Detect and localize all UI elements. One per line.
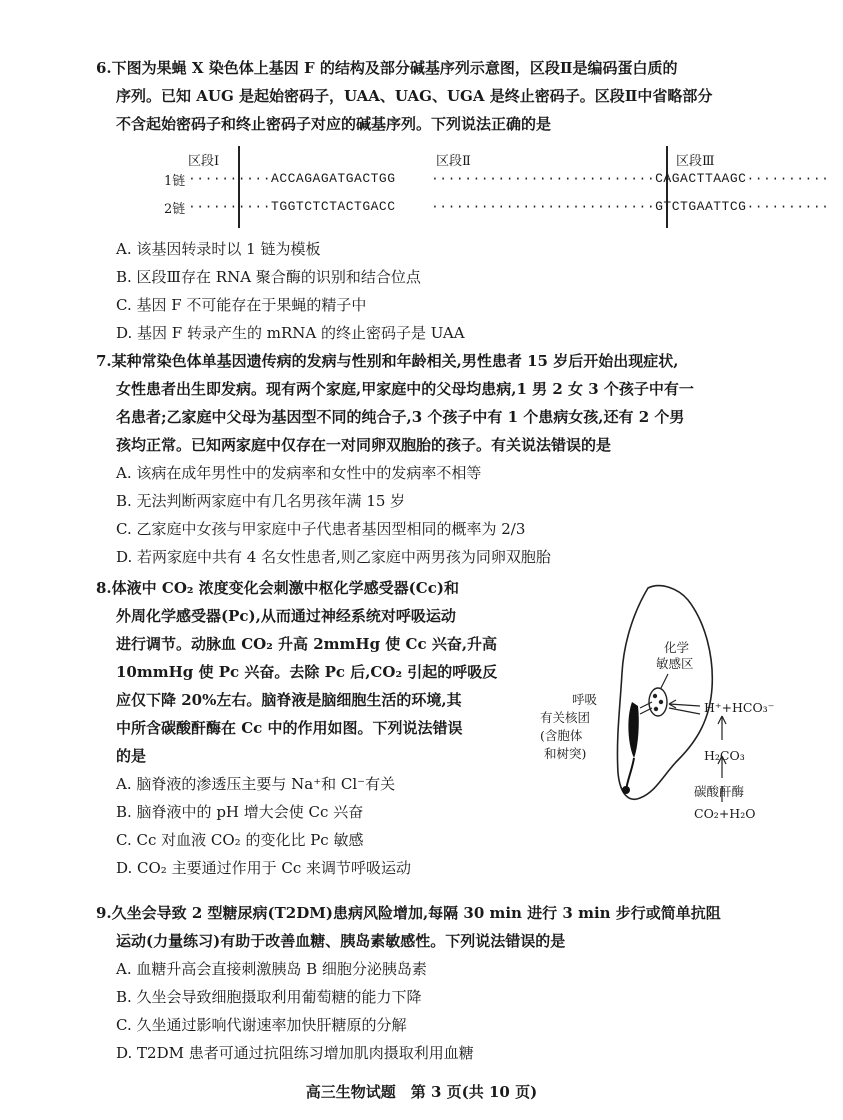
q8-option-c: C. Cc 对血液 CO₂ 的变化比 Pc 敏感 — [116, 831, 364, 849]
segment-divider-1 — [238, 146, 240, 228]
q6-option-d: D. 基因 F 转录产生的 mRNA 的终止密码子是 UAA — [116, 324, 465, 342]
q7-stem-line-3: 名患者;乙家庭中父母为基因型不同的纯合子,3 个孩子中有 1 个患病女孩,还有 2 个男 — [116, 408, 685, 426]
q7-option-a: A. 该病在成年男性中的发病率和女性中的发病率不相等 — [116, 464, 482, 482]
h2co3-label: H₂CO₃ — [704, 748, 745, 763]
q9-stem-line-2: 运动(力量练习)有助于改善血糖、胰岛素敏感性。下列说法错误的是 — [116, 932, 566, 950]
resp-label-3: (含胞体 — [540, 728, 583, 743]
q8-stem-line-6: 中所含碳酸酐酶在 Cc 中的作用如图。下列说法错误 — [116, 719, 463, 737]
q8-stem-line-2: 外周化学感受器(Pc),从而通过神经系统对呼吸运动 — [116, 607, 456, 625]
q7-stem-line-2: 女性患者出生即发病。现有两个家庭,甲家庭中的父母均患病,1 男 2 女 3 个孩子中有一 — [116, 380, 694, 398]
q6-stem-line-3: 不含起始密码子和终止密码子对应的碱基序列。下列说法正确的是 — [116, 115, 552, 133]
q8-stem-line-4: 10mmHg 使 Pc 兴奋。去除 Pc 后,CO₂ 引起的呼吸反 — [116, 663, 498, 681]
page-footer: 高三生物试题 第 3 页(共 10 页) — [305, 1083, 538, 1101]
q7-option-c: C. 乙家庭中女孩与甲家庭中子代患者基因型相同的概率为 2/3 — [116, 520, 526, 538]
q6-stem-line-2: 序列。已知 AUG 是起始密码子，UAA、UAG、UGA 是终止密码子。区段Ⅱ中省略部分 — [116, 87, 713, 105]
respiratory-nucleus — [628, 702, 638, 758]
q9-stem-line-1: 9.久坐会导致 2 型糖尿病(T2DM)患病风险增加,每隔 30 min 进行 3 min 步行或简单抗阻 — [96, 904, 721, 922]
q6-option-b: B. 区段Ⅲ存在 RNA 聚合酶的识别和结合位点 — [116, 268, 421, 286]
chain-1-label: 1链 — [164, 174, 186, 189]
q7-stem-line-1: 7.某种常染色体单基因遗传病的发病与性别和年龄相关,男性患者 15 岁后开始出现症状, — [96, 352, 679, 370]
q6-option-a: A. 该基因转录时以 1 链为模板 — [116, 240, 321, 258]
q8-option-a: A. 脑脊液的渗透压主要与 Na⁺和 Cl⁻有关 — [116, 775, 396, 793]
segment-3-label: 区段Ⅲ — [676, 154, 715, 169]
resp-label-2: 有关核团 — [540, 710, 591, 725]
q9-option-c: C. 久坐通过影响代谢速率加快肝糖原的分解 — [116, 1016, 407, 1034]
chain-1-seq-a: ··········ACCAGAGATGACTGG — [188, 171, 396, 186]
q7-stem-line-4: 孩均正常。已知两家庭中仅存在一对同卵双胞胎的孩子。有关说法错误的是 — [116, 436, 612, 454]
segment-divider-2 — [666, 146, 668, 228]
chain-1-seq-b: ···························CAGACTTAAGC·········· — [431, 171, 830, 186]
q9-option-b: B. 久坐会导致细胞摄取利用葡萄糖的能力下降 — [116, 988, 422, 1006]
resp-label-1: 呼吸 — [572, 692, 598, 707]
q7-option-b: B. 无法判断两家庭中有几名男孩年满 15 岁 — [116, 492, 406, 510]
ions-label: H⁺+HCO₃⁻ — [704, 700, 775, 715]
q8-stem-line-3: 进行调节。动脉血 CO₂ 升高 2mmHg 使 Cc 兴奋,升高 — [116, 635, 498, 653]
q9-option-a: A. 血糖升高会直接刺激胰岛 B 细胞分泌胰岛素 — [116, 960, 427, 978]
resp-label-4: 和树突) — [544, 746, 587, 761]
chem-zone-label-1: 化学 — [664, 640, 690, 655]
co2h2o-label: CO₂+H₂O — [694, 806, 756, 821]
chain-2-seq-b: ···························GTCTGAATTCG·········· — [431, 199, 830, 214]
q8-option-b: B. 脑脊液中的 pH 增大会使 Cc 兴奋 — [116, 803, 364, 821]
segment-2-label: 区段Ⅱ — [436, 154, 471, 169]
q6-stem-line-1: 6.下图为果蝇 X 染色体上基因 F 的结构及部分碱基序列示意图，区段Ⅱ是编码蛋白质的 — [96, 59, 678, 77]
segment-1-label: 区段Ⅰ — [188, 154, 220, 169]
enzyme-label: 碳酸酐酶 — [694, 784, 745, 799]
q8-stem-line-5: 应仅下降 20%左右。脑脊液是脑细胞生活的环境,其 — [116, 691, 462, 709]
chem-zone-label-2: 敏感区 — [656, 656, 694, 671]
q6-option-c: C. 基因 F 不可能存在于果蝇的精子中 — [116, 296, 367, 314]
chain-2-label: 2链 — [164, 202, 186, 217]
q9-option-d: D. T2DM 患者可通过抗阻练习增加肌肉摄取利用血糖 — [116, 1044, 474, 1062]
q8-option-d: D. CO₂ 主要通过作用于 Cc 来调节呼吸运动 — [116, 859, 411, 877]
q8-stem-line-1: 8.体液中 CO₂ 浓度变化会刺激中枢化学感受器(Cc)和 — [96, 579, 459, 597]
q7-option-d: D. 若两家庭中共有 4 名女性患者,则乙家庭中两男孩为同卵双胞胎 — [116, 548, 551, 566]
q8-stem-line-7: 的是 — [116, 747, 147, 765]
chain-2-seq-a: ··········TGGTCTCTACTGACC — [188, 199, 396, 214]
